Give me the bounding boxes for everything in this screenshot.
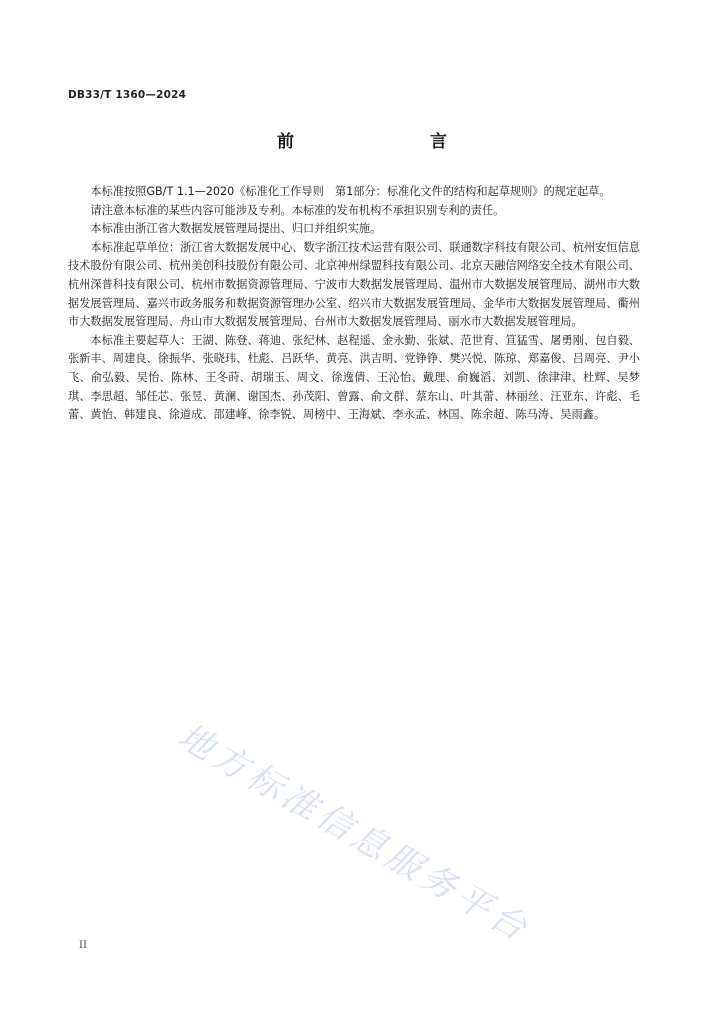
page-number: II	[79, 940, 87, 951]
paragraph-drafters: 本标准主要起草人：王湖、陈登、蒋迪、张纪林、赵程遥、金永勤、张斌、范世育、笪猛雪、屠勇刚、包自毅、张新丰、周建良、徐振华、张晓玮、杜彪、吕跃华、黄亮、洪吉明、党铮铮、樊兴悦、陈琼、郑嘉俊、吕周亮、尹小飞、俞弘毅、吴怡、陈林、王冬莳、胡瑞玉、周文、徐逸倩、王沁怡、戴理、俞巍滔、刘凯、徐津津、杜辉、吴梦琪、李思超、邹任芯、张昱、黄澜、谢国杰、孙茂阳、曾露、俞文群、蔡东山、叶其蕾、林丽丝、汪亚东、许彪、毛蕾、黄怡、韩建良、徐道成、邵建峰、徐李锐、周榜中、王海斌、李永孟、林国、陈余超、陈马涛、吴雨鑫。	[68, 333, 640, 422]
paragraph-proposer: 本标准由浙江省大数据发展管理局提出、归口并组织实施。	[90, 222, 382, 236]
standard-code: DB33/T 1360—2024	[68, 89, 187, 101]
paragraph-drafting-rules: 本标准按照GB/T 1.1—2020《标准化工作导则 第1部分：标准化文件的结构和起草规则》的规定起草。	[90, 185, 611, 198]
paragraph-drafting-units: 本标准起草单位：浙江省大数据发展中心、数字浙江技术运营有限公司、联通数字科技有限公司、杭州安恒信息技术股份有限公司、杭州美创科技股份有限公司、北京神州绿盟科技有限公司、北京天融信网络安全技术有限公司、杭州深普科技有限公司、杭州市数据资源管理局、宁波市大数据发展管理局、温州市大数据发展管理局、湖州市大数据发展管理局、嘉兴市政务服务和数据资源管理办公室、绍兴市大数据发展管理局、金华市大数据发展管理局、衢州市大数据发展管理局、舟山市大数据发展管理局、台州市大数据发展管理局、丽水市大数据发展管理局。	[68, 240, 640, 329]
page-title: 前 言	[277, 132, 481, 152]
paragraph-patent-notice: 请注意本标准的某些内容可能涉及专利。本标准的发布机构不承担识别专利的责任。	[90, 203, 505, 217]
foreword-body	[68, 183, 640, 425]
watermark: 地方标准信息服务平台	[170, 716, 537, 951]
